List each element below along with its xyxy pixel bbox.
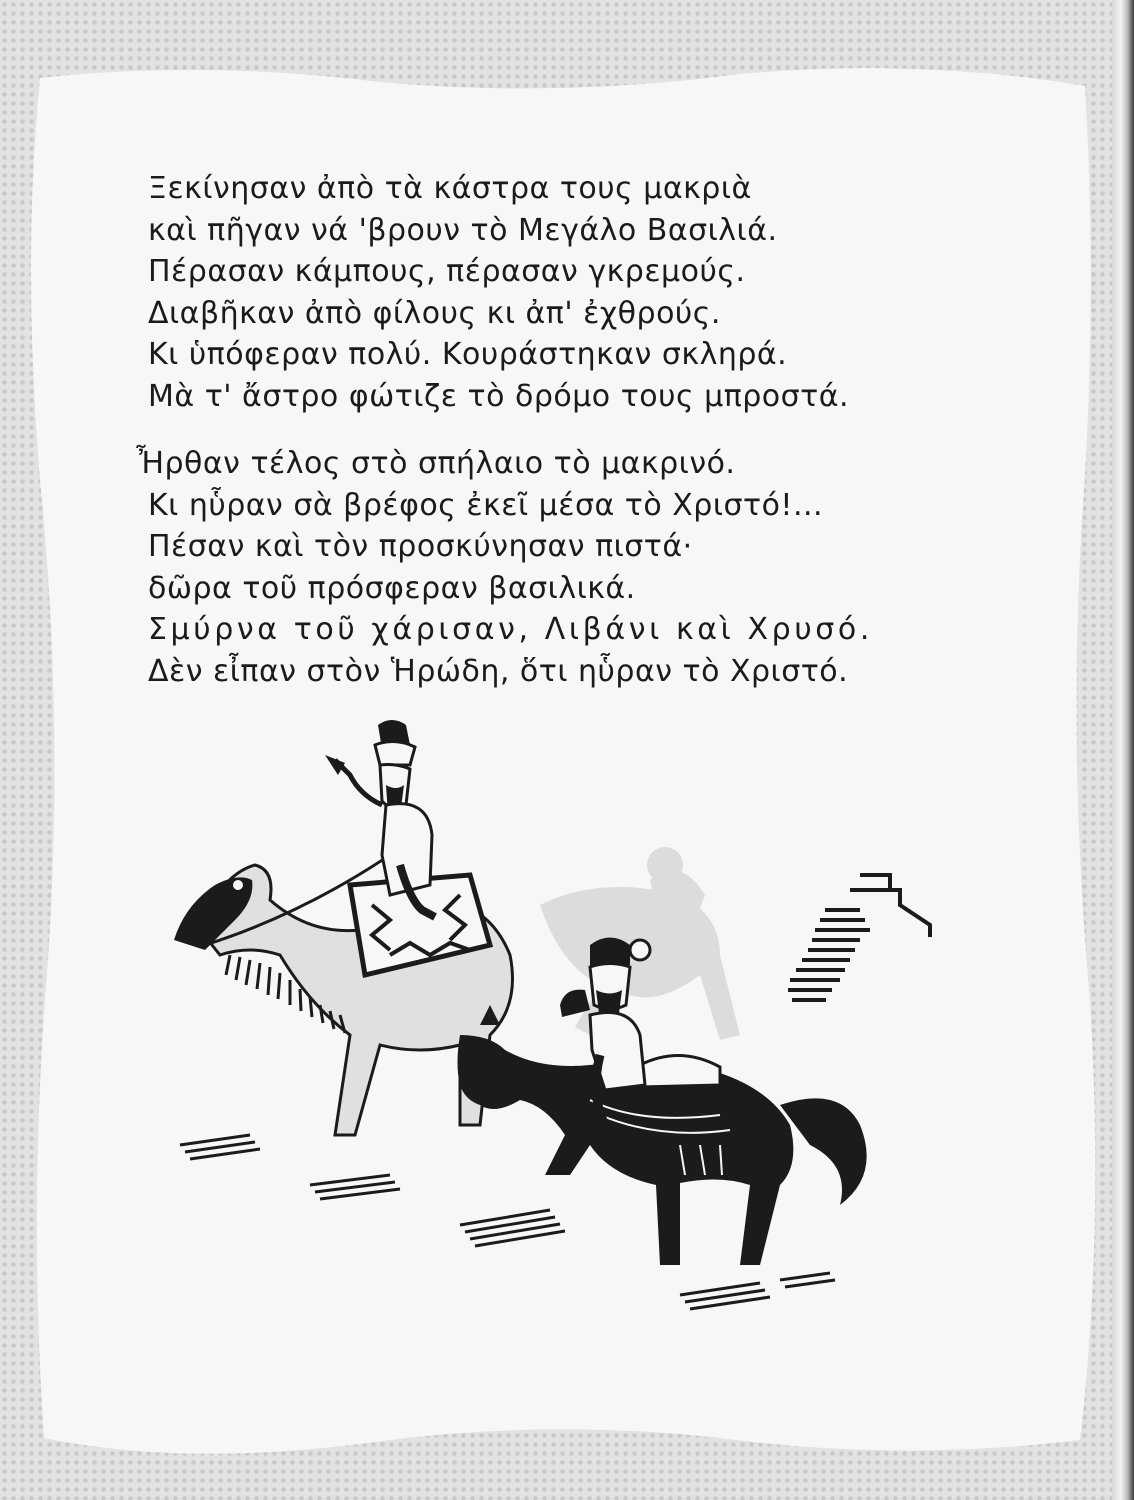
poem-line: Ξεκίνησαν ἀπὸ τὰ κάστρα τους μακριὰ — [148, 171, 752, 206]
poem-line: καὶ πῆγαν νά 'βρουν τὸ Μεγάλο Βασιλιά. — [148, 212, 778, 248]
stanza-two — [136, 443, 928, 692]
poem-line: Σμύρνα τοῦ χάρισαν, Λιβάνι καὶ Χρυσό. — [148, 612, 873, 647]
poem-line: Ἦρθαν τέλος στὸ σπήλαιο τὸ μακρινό. — [136, 446, 736, 481]
poem-text — [136, 168, 928, 692]
poem-line: Κι ὑπόφεραν πολύ. Κουράστηκαν σκληρά. — [148, 337, 788, 372]
poem-line: Δὲν εἶπαν στὸν Ἡρώδη, ὅτι ηὗραν τὸ Χριστό. — [148, 653, 849, 689]
poem-line: Κι ηὗραν σὰ βρέφος ἐκεῖ μέσα τὸ Χριστό!... — [148, 487, 824, 523]
horse-icon — [458, 1005, 867, 1265]
poem-line: Πέσαν καὶ τὸν προσκύνησαν πιστά· — [148, 529, 693, 564]
poem-line: Διαβῆκαν ἀπὸ φίλους κι ἀπ' ἐχθρούς. — [148, 295, 721, 331]
poem-line: Πέρασαν κάμπους, πέρασαν γκρεμούς. — [148, 254, 746, 289]
magi-illustration — [160, 705, 960, 1355]
page-binding-edge — [1112, 0, 1134, 1500]
tower-icon — [788, 875, 930, 1000]
stanza-one — [148, 168, 928, 417]
poem-line: δῶρα τοῦ πρόσφεραν βασιλικά. — [148, 570, 636, 606]
poem-line: Μὰ τ' ἄστρο φώτιζε τὸ δρόμο τους μπροστά. — [148, 378, 850, 414]
